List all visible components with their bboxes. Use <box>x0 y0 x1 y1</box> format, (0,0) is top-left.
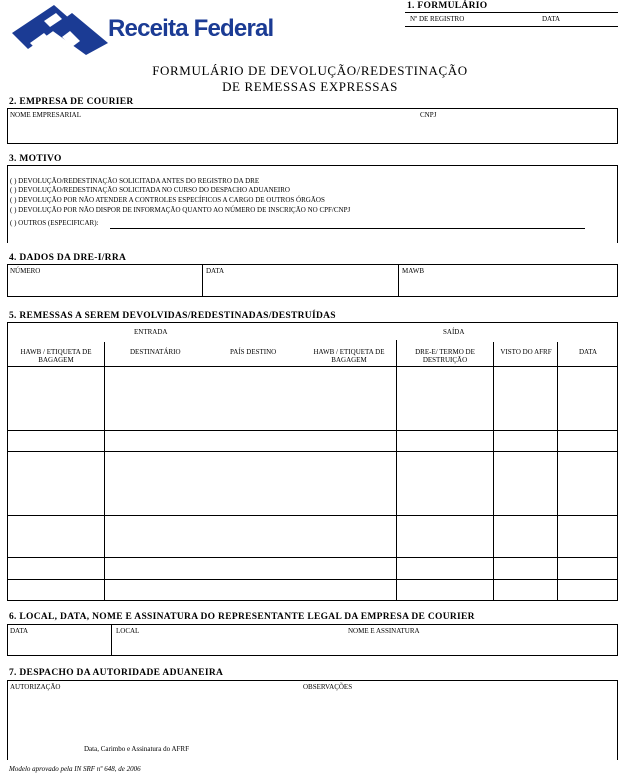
observacoes-label[interactable]: OBSERVAÇÕES <box>303 683 353 691</box>
representante-box <box>7 624 618 656</box>
col-header-data: DATA <box>578 348 598 356</box>
row-line-4 <box>7 557 618 558</box>
col-line-1 <box>104 342 105 601</box>
col-header-dre-termo: DRE-E/ TERMO DE DESTRUIÇÃO <box>415 348 475 364</box>
rep-data-label[interactable]: DATA <box>10 627 29 635</box>
empresa-box <box>7 108 618 144</box>
outros-specify-line[interactable] <box>110 228 585 229</box>
receita-emblem-icon <box>10 3 110 55</box>
row-line-1 <box>7 430 618 431</box>
section7-heading: 7. DESPACHO DA AUTORIDADE ADUANEIRA <box>9 668 224 678</box>
col-header-destinatario: DESTINATÁRIO <box>130 348 181 356</box>
rep-nome-label[interactable]: NOME E ASSINATURA <box>348 627 420 635</box>
registro-label: Nº DE REGISTRO <box>410 15 465 23</box>
col-header-pais-destino: PAÍS DESTINO <box>230 348 277 356</box>
rep-local-label[interactable]: LOCAL <box>116 627 140 635</box>
section3-heading: 3. MOTIVO <box>9 154 62 164</box>
section4-heading: 4. DADOS DA DRE-I/RRA <box>9 253 127 263</box>
section1-rule <box>405 12 618 13</box>
autorizacao-label[interactable]: AUTORIZAÇÃO <box>10 683 61 691</box>
dre-data-label[interactable]: DATA <box>206 267 225 275</box>
form-data-label: DATA <box>542 15 561 23</box>
dre-numero-label[interactable]: NÚMERO <box>10 267 41 275</box>
afrf-signature-label: Data, Carimbo e Assinatura do AFRF <box>84 745 189 753</box>
motivo-option-1[interactable]: ( ) DEVOLUÇÃO/REDESTINAÇÃO SOLICITADA ANTES DO REGISTRO DA DRE <box>10 177 260 185</box>
motivo-option-4[interactable]: ( ) DEVOLUÇÃO POR NÃO DISPOR DE INFORMAÇÃO QUANTO AO NÚMERO DE INSCRIÇÃO NO CPF/CNPJ <box>10 206 351 214</box>
row-line-2 <box>7 451 618 452</box>
col-header-visto-afrf: VISTO DO AFRF <box>500 348 552 356</box>
receita-logo <box>10 3 280 55</box>
dre-box <box>7 264 618 297</box>
col-header-hawb-entrada: HAWB / ETIQUETA DE BAGAGEM <box>20 348 92 364</box>
saida-label: SAÍDA <box>443 328 465 336</box>
form-title-line1: FORMULÁRIO DE DEVOLUÇÃO/REDESTINAÇÃO <box>152 63 468 78</box>
motivo-option-5[interactable]: ( ) OUTROS (ESPECIFICAR): <box>10 219 99 227</box>
footer-note: Modelo aprovado pela IN SRF nº 648, de 2006 <box>9 765 141 773</box>
motivo-option-3[interactable]: ( ) DEVOLUÇÃO POR NÃO ATENDER A CONTROLES ESPECÍFICOS A CARGO DE OUTROS ÓRGÃOS <box>10 196 325 204</box>
entrada-label: ENTRADA <box>134 328 168 336</box>
col-header-hawb-saida: HAWB / ETIQUETA DE BAGAGEM <box>313 348 385 364</box>
header-bottom-line <box>7 366 618 367</box>
dre-divider-2 <box>398 264 399 297</box>
col-line-2 <box>396 340 397 601</box>
dre-divider-1 <box>202 264 203 297</box>
brand-name: Receita Federal <box>108 15 274 42</box>
row-line-3 <box>7 515 618 516</box>
section2-heading: 2. EMPRESA DE COURIER <box>9 97 134 107</box>
motivo-option-2[interactable]: ( ) DEVOLUÇÃO/REDESTINAÇÃO SOLICITADA NO CURSO DO DESPACHO ADUANEIRO <box>10 186 290 194</box>
form-title-line2: DE REMESSAS EXPRESSAS <box>222 79 398 94</box>
col-line-3 <box>493 342 494 601</box>
dre-mawb-label[interactable]: MAWB <box>402 267 424 275</box>
section6-heading: 6. LOCAL, DATA, NOME E ASSINATURA DO REPRESENTANTE LEGAL DA EMPRESA DE COURIER <box>9 612 475 622</box>
cnpj-label[interactable]: CNPJ <box>420 111 437 119</box>
registro-field-line[interactable] <box>405 26 618 27</box>
rep-divider-1 <box>111 624 112 656</box>
col-line-4 <box>557 342 558 601</box>
row-line-5 <box>7 579 618 580</box>
section1-heading: 1. FORMULÁRIO <box>407 1 488 11</box>
nome-empresarial-label[interactable]: NOME EMPRESARIAL <box>10 111 81 119</box>
section5-heading: 5. REMESSAS A SEREM DEVOLVIDAS/REDESTINADAS/DESTRUÍDAS <box>9 311 336 321</box>
